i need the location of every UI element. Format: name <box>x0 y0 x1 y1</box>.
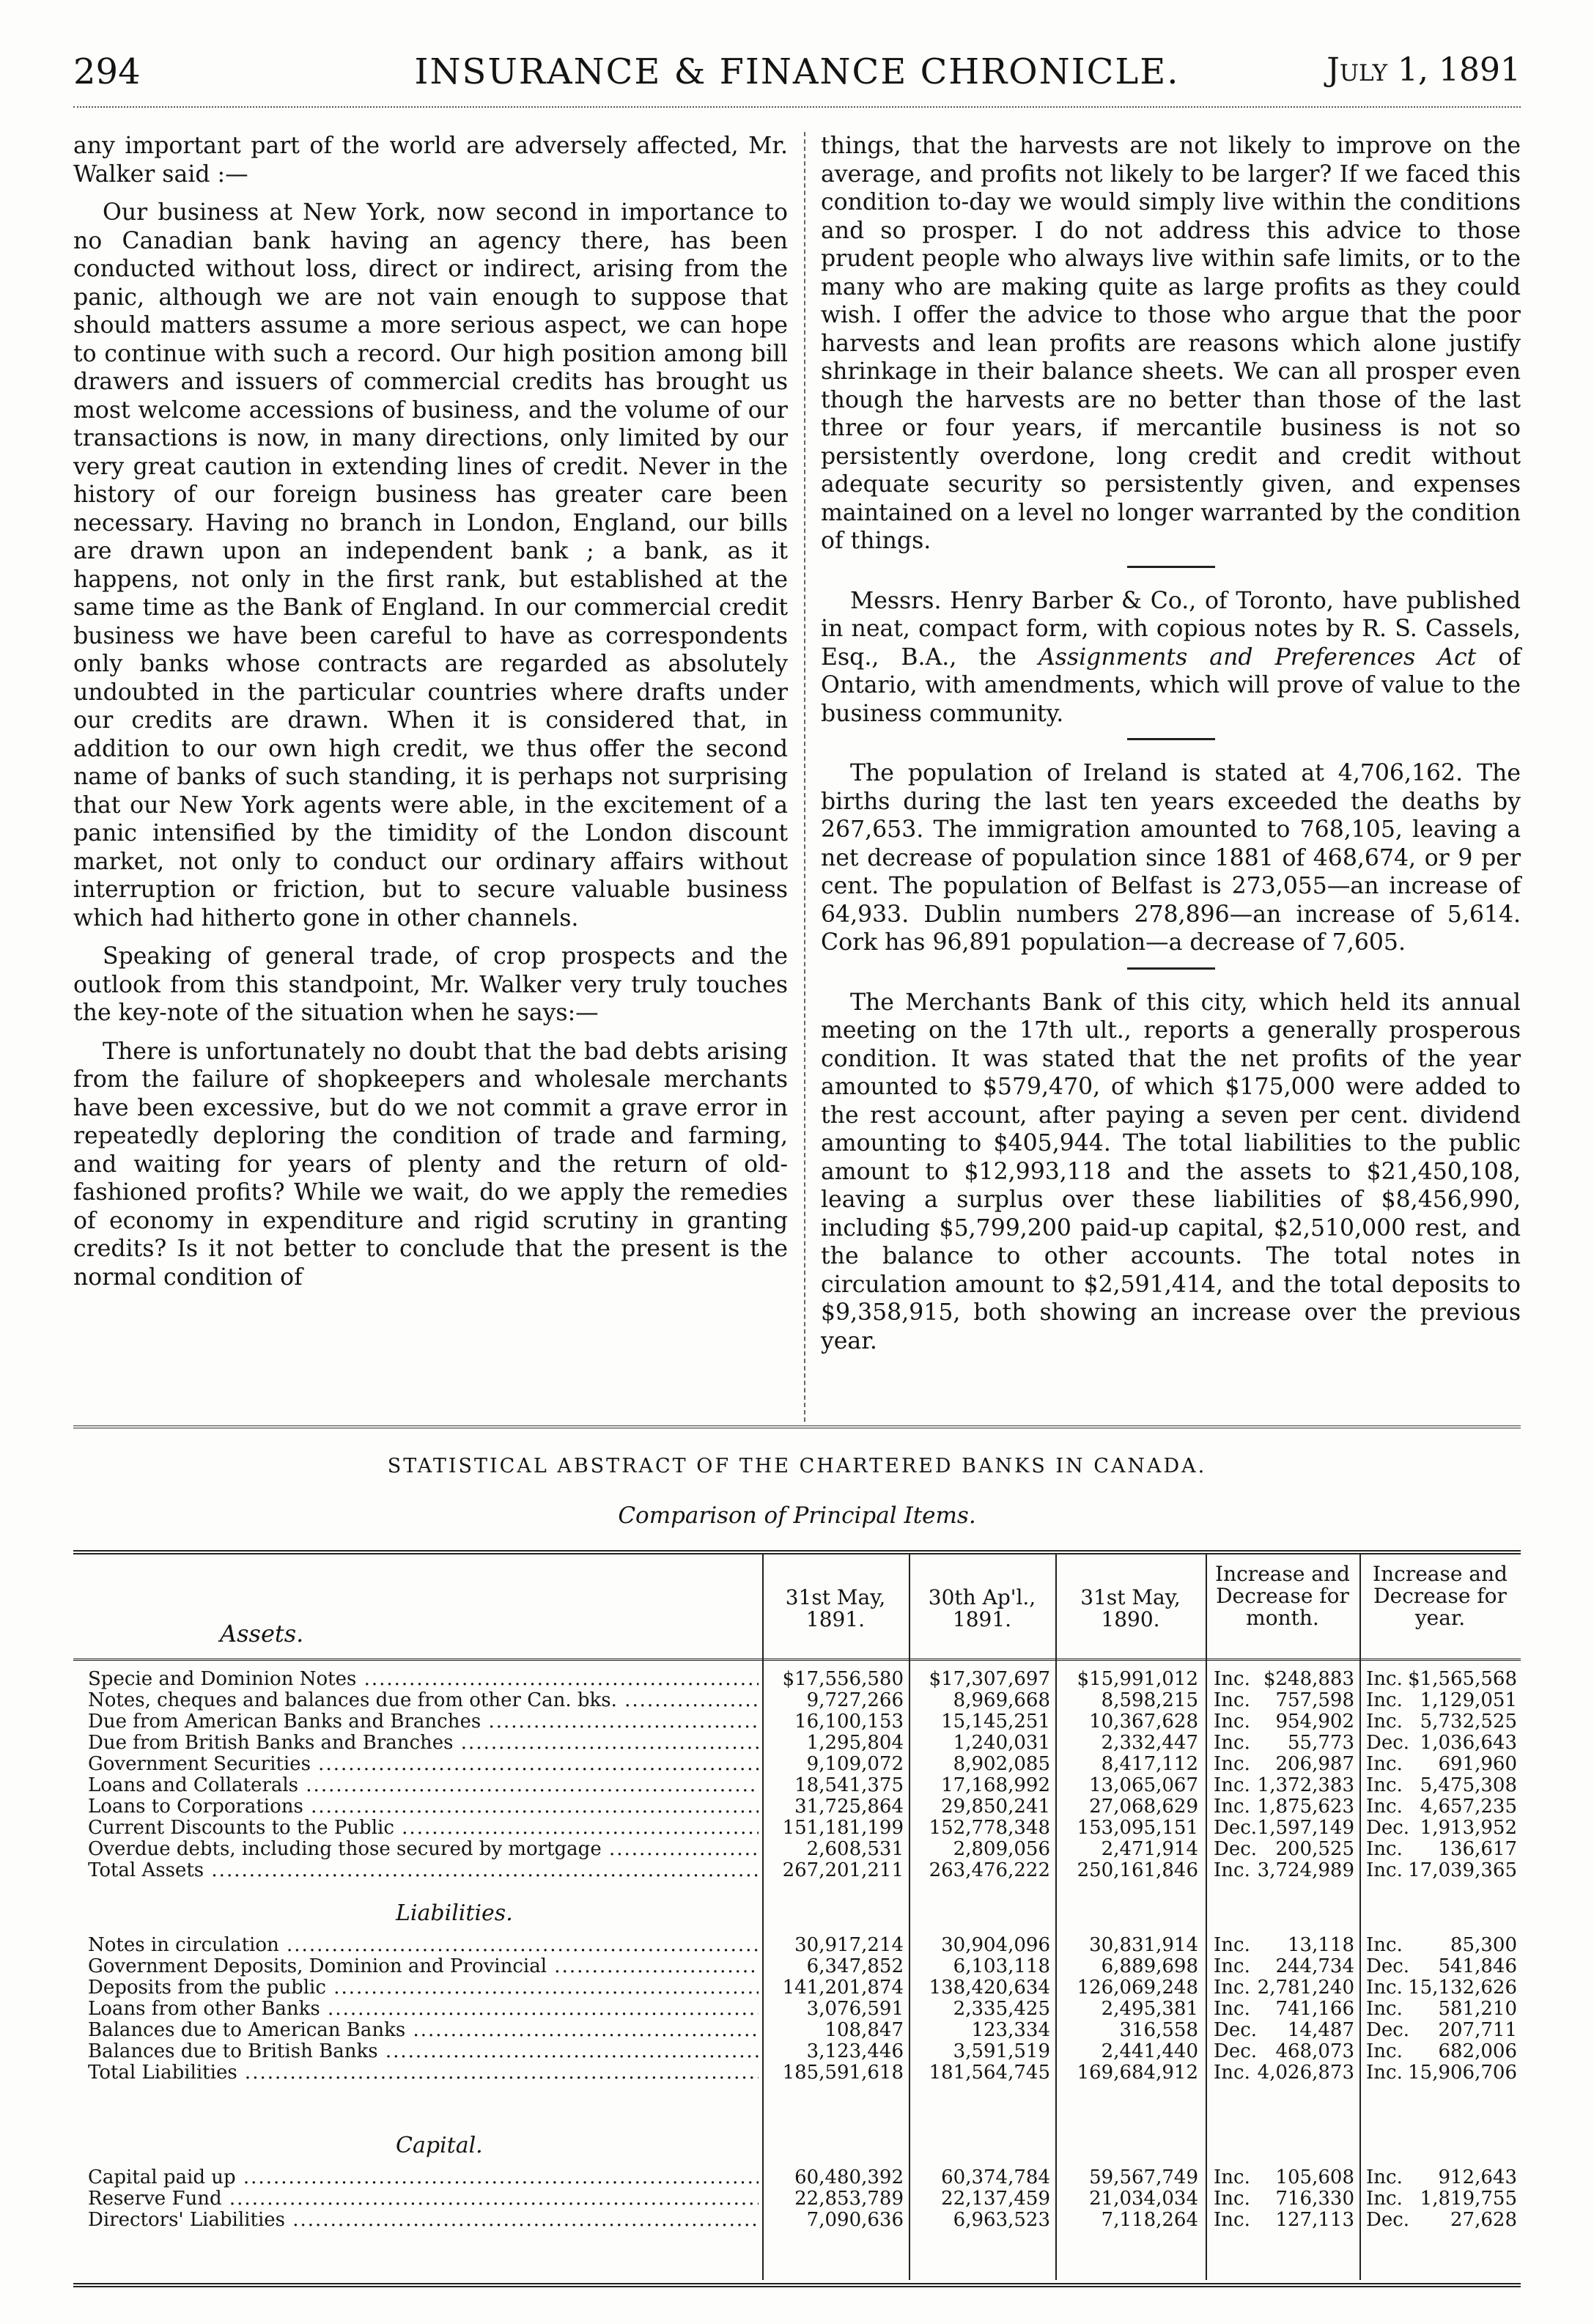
cell-m-type: Inc. <box>1214 2166 1250 2188</box>
cell-y-type: Inc. <box>1366 1668 1403 1690</box>
table-top-rule <box>73 1550 1521 1554</box>
cell-apr91: 2,335,425 <box>953 1998 1050 2020</box>
cell-may90: 169,684,912 <box>1077 2062 1198 2084</box>
cell-apr91: 181,564,745 <box>929 2062 1050 2084</box>
issue-date: July 1, 1891 <box>1327 51 1521 89</box>
cell-may91: 267,201,211 <box>782 1859 904 1881</box>
cell-apr91: 123,334 <box>971 2019 1050 2041</box>
cell-apr91: 29,850,241 <box>941 1796 1050 1818</box>
cell-m-val: 13,118 <box>1288 1934 1354 1956</box>
cell-may90: 8,598,215 <box>1101 1689 1198 1711</box>
col-header-apr-1891: 30th Ap'l., 1891. <box>928 1585 1036 1631</box>
table-row <box>73 2041 1521 2062</box>
cell-may90: 8,417,112 <box>1101 1753 1198 1775</box>
row-label: Specie and Dominion Notes ..... <box>88 1669 759 1690</box>
col-header-may-1890: 31st May, 1890. <box>1080 1585 1181 1631</box>
section-rule <box>1127 738 1215 740</box>
cell-m-type: Dec. <box>1214 1817 1258 1839</box>
paragraph: Speaking of general trade, of crop prospects and the outlook from this standpoint, Mr. Walker very truly touches the key-note of the situation when he says:— <box>73 943 788 1026</box>
cell-may90: 27,068,629 <box>1089 1796 1198 1818</box>
row-label: Total Assets ..... <box>88 1860 759 1881</box>
cell-may90: 7,118,264 <box>1101 2209 1198 2231</box>
column-divider <box>804 132 805 1422</box>
row-label: Current Discounts to the Public ..... <box>88 1818 759 1839</box>
header-rule <box>73 106 1521 108</box>
cell-may91: 7,090,636 <box>806 2209 904 2231</box>
cell-m-type: Inc. <box>1214 2062 1250 2084</box>
cell-m-val: 4,026,873 <box>1257 2062 1354 2084</box>
paragraph: The Merchants Bank of this city, which held its annual meeting on the 17th ult., reports a generally prosperous condition. It was stated that the net profits of the year amounted to $579,470, of which $175,000 were added to the rest account, after paying a seven per cent. dividend amounting to $405,944. The total liabilities to the public amount to $12,993,118 and the assets to $21,450,108, leaving a surplus over these liabilities of $8,456,990, including $5,799,200 paid-up capital, $2,510,000 rest, and the balance to other accounts. The total notes in circulation amount to $2,591,414, and the total deposits to $9,358,915, both showing an increase over the previous year. <box>821 989 1521 1354</box>
section-rule <box>1127 566 1215 568</box>
row-label: Deposits from the public ..... <box>88 1977 759 1999</box>
act-title: Assignments and Preferences Act <box>1038 643 1477 671</box>
row-label: Government Securities ..... <box>88 1754 759 1775</box>
cell-m-val: 1,875,623 <box>1257 1796 1354 1818</box>
cell-may91: 1,295,804 <box>806 1732 904 1754</box>
cell-y-val: 541,846 <box>1438 1955 1517 1977</box>
cell-may91: 2,608,531 <box>806 1838 904 1860</box>
cell-may90: 2,332,447 <box>1101 1732 1198 1754</box>
cell-m-type: Inc. <box>1214 2209 1250 2231</box>
table-title: STATISTICAL ABSTRACT OF THE CHARTERED BANKS IN CANADA. <box>387 1455 1207 1478</box>
cell-may91: 60,480,392 <box>794 2166 904 2188</box>
cell-apr91: 6,963,523 <box>953 2209 1050 2231</box>
cell-apr91: 17,168,992 <box>941 1774 1050 1796</box>
col-header-year-change: Increase and Decrease for year. <box>1373 1562 1508 1630</box>
cell-m-type: Dec. <box>1214 2040 1258 2062</box>
cell-apr91: $17,307,697 <box>929 1668 1050 1690</box>
cell-apr91: 60,374,784 <box>941 2166 1050 2188</box>
cell-y-val: 85,300 <box>1450 1934 1517 1956</box>
row-label: Balances due to British Banks ..... <box>88 2041 759 2062</box>
cell-apr91: 22,137,459 <box>941 2188 1050 2210</box>
cell-y-type: Dec. <box>1366 1955 1410 1977</box>
cell-m-type: Inc. <box>1214 1668 1250 1690</box>
liabilities-heading: Liabilities. <box>396 1900 513 1926</box>
cell-y-type: Inc. <box>1366 2166 1403 2188</box>
cell-m-val: 954,902 <box>1275 1711 1354 1733</box>
cell-y-type: Inc. <box>1366 2040 1403 2062</box>
cell-y-type: Dec. <box>1366 2019 1410 2041</box>
row-label: Directors' Liabilities ..... <box>88 2210 759 2231</box>
cell-may91: 22,853,789 <box>794 2188 904 2210</box>
cell-may91: 151,181,199 <box>782 1817 904 1839</box>
cell-may90: 30,831,914 <box>1089 1934 1198 1956</box>
cell-may91: 31,725,864 <box>794 1796 904 1818</box>
cell-may90: 21,034,034 <box>1089 2188 1198 2210</box>
paragraph: things, that the harvests are not likely to improve on the average, and profits not likely to be larger? If we faced this condition to-day we would simply live within the conditions and so prosper. I do not address this advice to those prudent people who always live within safe limits, or to the many who are making quite as large profits as they could wish. I offer the advice to those who argue that the poor harvests and lean profits are reasons which alone justify shrinkage in their balance sheets. We can all prosper even though the harvests are no better than those of the last three or four years, if mercantile business is not so persistently overdone, long credit and credit without adequate security so persistently given, and expenses maintained on a level no longer warranted by the condition of things. <box>821 133 1521 554</box>
cell-m-val: 757,598 <box>1275 1689 1354 1711</box>
cell-y-val: 207,711 <box>1438 2019 1517 2041</box>
quoted-paragraph: There is unfortunately no doubt that the bad debts arising from the failure of shopkeepers and wholesale merchants have been excessive, but do we not commit a grave error in repeatedly deploring the condition of trade and farming, and waiting for years of plenty and the return of old-fashioned profits? While we wait, do we apply the remedies of economy in expenditure and rigid scrutiny in granting credits? Is it not better to conclude that the present is the normal condition of <box>73 1038 788 1291</box>
cell-y-val: 1,036,643 <box>1420 1732 1517 1754</box>
cell-m-val: 1,597,149 <box>1257 1817 1354 1839</box>
cell-y-val: 15,906,706 <box>1408 2062 1517 2084</box>
cell-m-type: Inc. <box>1214 1796 1250 1818</box>
table-row <box>73 1956 1521 1977</box>
table-subtitle: Comparison of Principal Items. <box>618 1502 976 1529</box>
table-row <box>73 1711 1521 1733</box>
cell-may90: 59,567,749 <box>1089 2166 1198 2188</box>
journal-title: INSURANCE & FINANCE CHRONICLE. <box>414 51 1180 92</box>
cell-may90: 2,471,914 <box>1101 1838 1198 1860</box>
section-rule <box>1127 967 1215 970</box>
cell-apr91: 6,103,118 <box>953 1955 1050 1977</box>
cell-m-val: 2,781,240 <box>1257 1977 1354 1999</box>
cell-may91: 141,201,874 <box>782 1977 904 1999</box>
cell-y-type: Inc. <box>1366 1859 1403 1881</box>
cell-may90: 250,161,846 <box>1077 1859 1198 1881</box>
cell-apr91: 8,902,085 <box>953 1753 1050 1775</box>
cell-apr91: 30,904,096 <box>941 1934 1050 1956</box>
cell-y-type: Inc. <box>1366 1977 1403 1999</box>
cell-y-val: 136,617 <box>1438 1838 1517 1860</box>
left-column <box>73 132 788 1302</box>
cell-may91: 9,109,072 <box>806 1753 904 1775</box>
table-row <box>73 1690 1521 1711</box>
table-row <box>73 1839 1521 1860</box>
cell-m-type: Inc. <box>1214 1934 1250 1956</box>
cell-apr91: 138,420,634 <box>929 1977 1050 1999</box>
row-label: Loans and Collaterals ..... <box>88 1775 759 1796</box>
cell-m-type: Dec. <box>1214 2019 1258 2041</box>
cell-m-type: Inc. <box>1214 1977 1250 1999</box>
table-row <box>73 2210 1521 2231</box>
cell-may90: 316,558 <box>1119 2019 1198 2041</box>
cell-m-val: $248,883 <box>1263 1668 1354 1690</box>
cell-may91: 3,123,446 <box>806 2040 904 2062</box>
row-label: Reserve Fund ..... <box>88 2188 759 2210</box>
capital-heading: Capital. <box>396 2133 483 2158</box>
row-label: Capital paid up ..... <box>88 2167 759 2188</box>
cell-y-val: 4,657,235 <box>1420 1796 1517 1818</box>
cell-m-type: Inc. <box>1214 1774 1250 1796</box>
cell-may91: 6,347,852 <box>806 1955 904 1977</box>
cell-m-type: Inc. <box>1214 1753 1250 1775</box>
cell-may90: 2,441,440 <box>1101 2040 1198 2062</box>
cell-may90: 2,495,381 <box>1101 1998 1198 2020</box>
cell-may91: 18,541,375 <box>794 1774 904 1796</box>
cell-m-type: Dec. <box>1214 1838 1258 1860</box>
cell-y-val: 581,210 <box>1438 1998 1517 2020</box>
cell-may91: 9,727,266 <box>806 1689 904 1711</box>
table-row <box>73 2167 1521 2188</box>
cell-m-type: Inc. <box>1214 1732 1250 1754</box>
cell-m-val: 105,608 <box>1275 2166 1354 2188</box>
cell-m-type: Inc. <box>1214 1998 1250 2020</box>
cell-may90: 13,065,067 <box>1089 1774 1198 1796</box>
cell-y-val: 15,132,626 <box>1408 1977 1517 1999</box>
table-row <box>73 1999 1521 2020</box>
cell-m-val: 127,113 <box>1275 2209 1354 2231</box>
row-label: Due from American Banks and Branches ..... <box>88 1711 759 1733</box>
cell-may90: 6,889,698 <box>1101 1955 1198 1977</box>
cell-y-val: 17,039,365 <box>1408 1859 1517 1881</box>
cell-y-val: 1,819,755 <box>1420 2188 1517 2210</box>
cell-y-type: Inc. <box>1366 1838 1403 1860</box>
statistical-table <box>73 1550 1521 2290</box>
cell-m-val: 14,487 <box>1288 2019 1354 2041</box>
cell-m-val: 741,166 <box>1275 1998 1354 2020</box>
cell-apr91: 3,591,519 <box>953 2040 1050 2062</box>
cell-m-val: 244,734 <box>1275 1955 1354 1977</box>
col-header-month-change: Increase and Decrease for month. <box>1215 1562 1350 1630</box>
row-label: Notes in circulation ..... <box>88 1935 759 1956</box>
right-column <box>821 132 1521 1365</box>
table-row <box>73 1775 1521 1796</box>
cell-apr91: 152,778,348 <box>929 1817 1050 1839</box>
table-row <box>73 2188 1521 2210</box>
cell-may90: 153,095,151 <box>1077 1817 1198 1839</box>
row-label: Government Deposits, Dominion and Provincial ..... <box>88 1956 759 1977</box>
cell-y-type: Dec. <box>1366 2209 1410 2231</box>
cell-apr91: 8,969,668 <box>953 1689 1050 1711</box>
cell-may90: 10,367,628 <box>1089 1711 1198 1733</box>
cell-m-type: Inc. <box>1214 1689 1250 1711</box>
cell-y-val: 682,006 <box>1438 2040 1517 2062</box>
cell-m-type: Inc. <box>1214 2188 1250 2210</box>
cell-may90: 126,069,248 <box>1077 1977 1198 1999</box>
cell-y-type: Inc. <box>1366 2062 1403 2084</box>
table-row <box>73 1935 1521 1956</box>
cell-y-val: 912,643 <box>1438 2166 1517 2188</box>
table-row <box>73 1860 1521 1881</box>
col-header-may-1891: 31st May, 1891. <box>785 1585 886 1631</box>
table-row <box>73 1733 1521 1754</box>
cell-apr91: 263,476,222 <box>929 1859 1050 1881</box>
table-row <box>73 1754 1521 1775</box>
cell-y-type: Dec. <box>1366 1817 1410 1839</box>
cell-m-val: 206,987 <box>1275 1753 1354 1775</box>
table-row <box>73 1669 1521 1690</box>
cell-m-val: 716,330 <box>1275 2188 1354 2210</box>
cell-may91: 16,100,153 <box>794 1711 904 1733</box>
page-header <box>73 51 1521 103</box>
cell-may91: $17,556,580 <box>782 1668 904 1690</box>
cell-y-type: Inc. <box>1366 1689 1403 1711</box>
cell-m-type: Inc. <box>1214 1859 1250 1881</box>
cell-y-val: 27,628 <box>1450 2209 1517 2231</box>
cell-m-val: 55,773 <box>1288 1732 1354 1754</box>
cell-y-type: Inc. <box>1366 1711 1403 1733</box>
row-label: Total Liabilities ..... <box>88 2062 759 2084</box>
cell-y-type: Inc. <box>1366 1998 1403 2020</box>
cell-apr91: 1,240,031 <box>953 1732 1050 1754</box>
cell-y-val: 5,475,308 <box>1420 1774 1517 1796</box>
row-label: Overdue debts, including those secured by mortgage ..... <box>88 1839 759 1860</box>
cell-y-val: $1,565,568 <box>1408 1668 1517 1690</box>
table-row <box>73 2062 1521 2084</box>
table-bottom-rule <box>73 2283 1521 2287</box>
assets-heading: Assets. <box>220 1620 304 1648</box>
cell-apr91: 2,809,056 <box>953 1838 1050 1860</box>
page-number: 294 <box>73 51 141 92</box>
cell-may91: 108,847 <box>824 2019 904 2041</box>
cell-may91: 185,591,618 <box>782 2062 904 2084</box>
cell-may91: 30,917,214 <box>794 1934 904 1956</box>
cell-m-val: 1,372,383 <box>1257 1774 1354 1796</box>
row-label: Loans to Corporations ..... <box>88 1796 759 1818</box>
cell-y-type: Dec. <box>1366 1732 1410 1754</box>
cell-y-val: 1,913,952 <box>1420 1817 1517 1839</box>
cell-y-type: Inc. <box>1366 1796 1403 1818</box>
row-label: Due from British Banks and Branches ..... <box>88 1733 759 1754</box>
cell-y-val: 691,960 <box>1438 1753 1517 1775</box>
row-label: Loans from other Banks ..... <box>88 1999 759 2020</box>
cell-m-val: 468,073 <box>1275 2040 1354 2062</box>
table-row <box>73 2020 1521 2041</box>
paragraph: Messrs. Henry Barber & Co., of Toronto, have published in neat, compact form, with copious notes by R. S. Cassels, Esq., B.A., the Assignments and Preferences Act of Ontario, with amendments, which will prove of value to the business community. <box>821 587 1521 727</box>
cell-may91: 3,076,591 <box>806 1998 904 2020</box>
table-row <box>73 1818 1521 1839</box>
row-label: Balances due to American Banks ..... <box>88 2020 759 2041</box>
cell-may90: $15,991,012 <box>1077 1668 1198 1690</box>
paragraph: The population of Ireland is stated at 4,706,162. The births during the last ten years exceeded the deaths by 267,653. The immigration amounted to 768,105, leaving a net decrease of population since 1881 of 468,674, or 9 per cent. The population of Belfast is 273,055—an increase of 64,933. Dublin numbers 278,896—an increase of 5,614. Cork has 96,891 population—a decrease of 7,605. <box>821 760 1521 956</box>
cell-m-val: 3,724,989 <box>1257 1859 1354 1881</box>
cell-y-type: Inc. <box>1366 1774 1403 1796</box>
cell-m-val: 200,525 <box>1275 1838 1354 1860</box>
table-header-rule <box>73 1659 1521 1661</box>
cell-y-type: Inc. <box>1366 1753 1403 1775</box>
table-row <box>73 1977 1521 1999</box>
cell-y-type: Inc. <box>1366 2188 1403 2210</box>
cell-m-type: Inc. <box>1214 1955 1250 1977</box>
cell-m-type: Inc. <box>1214 1711 1250 1733</box>
cell-y-val: 5,732,525 <box>1420 1711 1517 1733</box>
table-row <box>73 1796 1521 1818</box>
cell-y-type: Inc. <box>1366 1934 1403 1956</box>
cell-y-val: 1,129,051 <box>1420 1689 1517 1711</box>
quoted-paragraph: Our business at New York, now second in importance to no Canadian bank having an agency there, has been conducted without loss, direct or indirect, arising from the panic, although we are not vain enough to suppose that should matters assume a more serious aspect, we can hope to continue with such a record. Our high position among bill drawers and issuers of commercial credits has brought us most welcome accessions of business, and the volume of our transactions is now, in many directions, only limited by our very great caution in extending lines of credit. Never in the history of our foreign business has greater care been necessary. Having no branch in London, England, our bills are drawn upon an independent bank ; a bank, as it happens, not only in the first rank, but established at the same time as the Bank of England. In our commercial credit business we have been careful to have as correspondents only banks whose contracts are regarded as absolutely undoubted in the particular countries where drafts under our credits are drawn. When it is considered that, in addition to our own high credit, we thus offer the second name of banks of such standing, it is perhaps not surprising that our New York agents were able, in the excitement of a panic intensified by the timidity of the London discount market, not only to conduct our ordinary affairs without interruption or friction, but to secure valuable business which had hitherto gone in other channels. <box>73 199 788 932</box>
cell-apr91: 15,145,251 <box>941 1711 1050 1733</box>
paragraph: any important part of the world are adversely affected, Mr. Walker said :— <box>73 133 788 188</box>
section-divider <box>73 1425 1521 1428</box>
row-label: Notes, cheques and balances due from other Can. bks. ..... <box>88 1690 759 1711</box>
